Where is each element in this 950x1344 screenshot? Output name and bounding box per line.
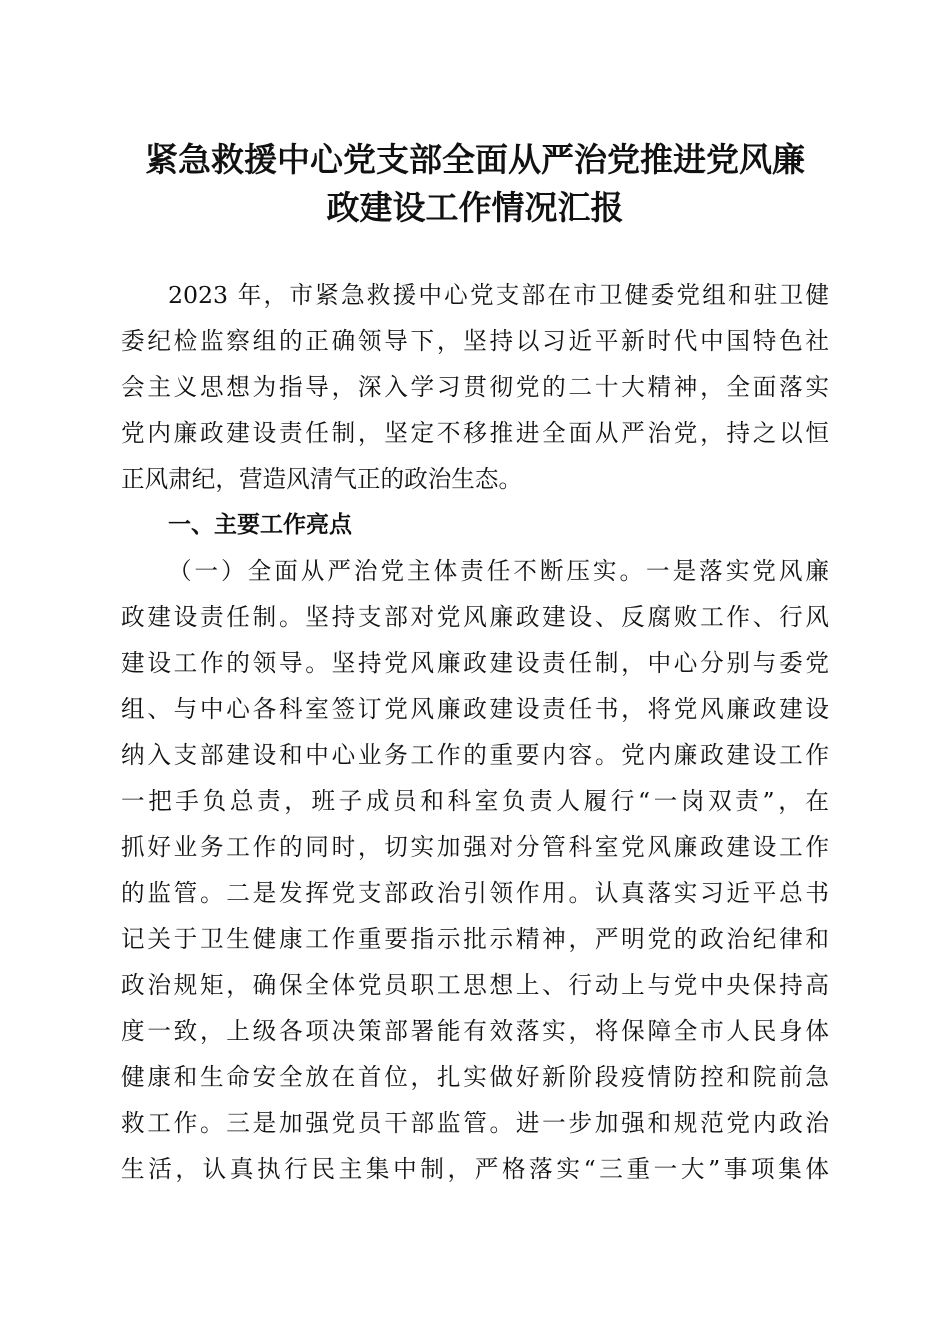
intro-paragraph-line: 党内廉政建设责任制，坚定不移推进全面从严治党，持之以恒 [121, 419, 829, 447]
intro-paragraph-line: 正风肃纪，营造风清气正的政治生态。 [121, 465, 523, 493]
section-paragraph-line: 度一致，上级各项决策部署能有效落实，将保障全市人民身体 [121, 1017, 829, 1045]
section-paragraph-line: 政治规矩，确保全体党员职工思想上、行动上与党中央保持高 [121, 971, 829, 999]
intro-paragraph-line: 2023 年，市紧急救援中心党支部在市卫健委党组和驻卫健 [168, 281, 829, 309]
intro-paragraph-line: 委纪检监察组的正确领导下，坚持以习近平新时代中国特色社 [121, 327, 829, 355]
document-title-line-1: 紧急救援中心党支部全面从严治党推进党风廉 [145, 140, 805, 179]
intro-paragraph-line: 会主义思想为指导，深入学习贯彻党的二十大精神，全面落实 [121, 373, 829, 401]
section-paragraph-line: 组、与中心各科室签订党风廉政建设责任书，将党风廉政建设 [121, 695, 829, 723]
section-paragraph-line: 建设工作的领导。坚持党风廉政建设责任制，中心分别与委党 [121, 649, 829, 677]
section-paragraph-line: 生活，认真执行民主集中制，严格落实“三重一大”事项集体 [121, 1155, 829, 1183]
section-paragraph-line: 记关于卫生健康工作重要指示批示精神，严明党的政治纪律和 [121, 925, 829, 953]
section-paragraph-line: 健康和生命安全放在首位，扎实做好新阶段疫情防控和院前急 [121, 1063, 829, 1091]
section-paragraph-line: 一把手负总责，班子成员和科室负责人履行“一岗双责”，在 [121, 787, 829, 815]
section-paragraph-line: 纳入支部建设和中心业务工作的重要内容。党内廉政建设工作 [121, 741, 829, 769]
section-heading: 一、主要工作亮点 [168, 512, 352, 538]
section-paragraph-line: 的监管。二是发挥党支部政治引领作用。认真落实习近平总书 [121, 879, 829, 907]
section-paragraph-line: 救工作。三是加强党员干部监管。进一步加强和规范党内政治 [121, 1109, 829, 1137]
section-paragraph-line: 抓好业务工作的同时，切实加强对分管科室党风廉政建设工作 [121, 833, 829, 861]
section-paragraph-line: （一）全面从严治党主体责任不断压实。一是落实党风廉 [168, 557, 829, 585]
document-title-line-2: 政建设工作情况汇报 [326, 188, 624, 227]
section-paragraph-line: 政建设责任制。坚持支部对党风廉政建设、反腐败工作、行风 [121, 603, 829, 631]
